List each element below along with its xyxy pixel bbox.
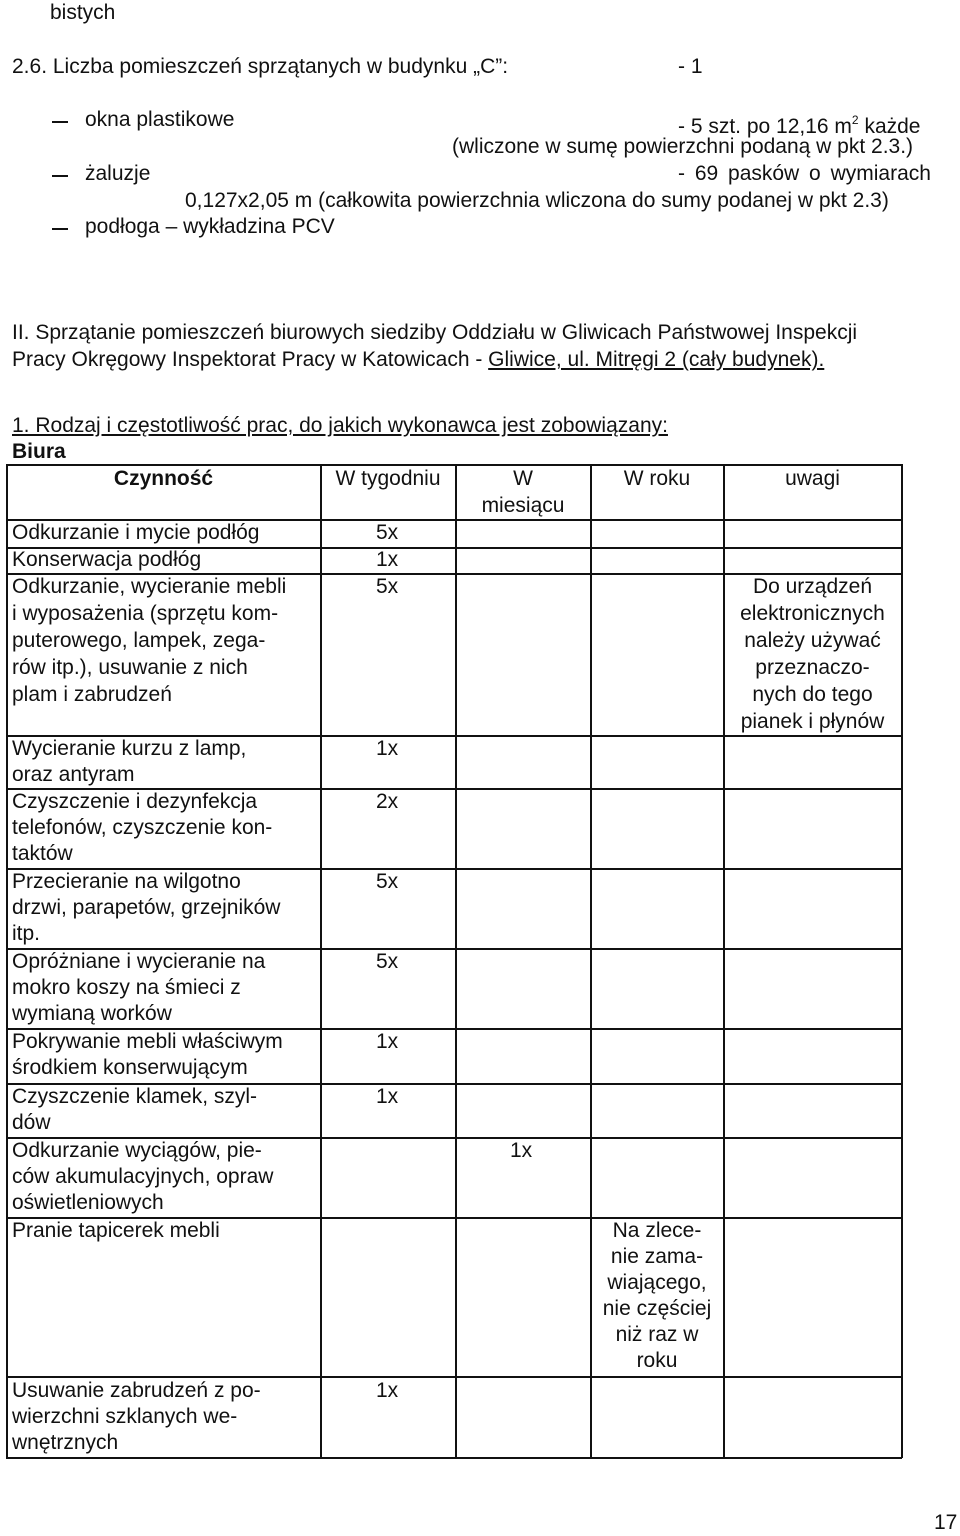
table-row-activity: telefonów, czyszczenie kon- xyxy=(12,816,273,839)
header-weekly: W tygodniu xyxy=(335,467,441,490)
table-row-activity: Wycieranie kurzu z lamp, xyxy=(12,737,247,760)
table-row-activity: środkiem konserwującym xyxy=(12,1056,248,1079)
table-row-activity: Czyszczenie klamek, szyl- xyxy=(12,1085,258,1108)
item-2-6-value: - 1 xyxy=(678,55,703,78)
table-row-weekly: 2x xyxy=(376,790,399,813)
table-row-activity: oświetleniowych xyxy=(12,1191,164,1214)
table-row-activity: i wyposażenia (sprzętu kom- xyxy=(12,602,279,625)
bullet-value: - 5 szt. po 12,16 $m^2$ każde xyxy=(678,113,921,138)
table-row-activity: mokro koszy na śmieci z xyxy=(12,976,241,999)
header-yearly: W roku xyxy=(623,467,691,490)
table-row-activity: wierzchni szklanych we- xyxy=(12,1405,238,1428)
item-2-6-label: 2.6. Liczba pomieszczeń sprzątanych w budynku „C”: xyxy=(12,55,509,78)
header-monthly-line1: W xyxy=(513,467,533,490)
bullet-dash xyxy=(52,175,68,177)
bullet-label: podłoga – wykładzina PCV xyxy=(85,215,335,238)
table-row-yearly: nie zama- xyxy=(610,1245,704,1268)
table-row-activity: Odkurzanie, wycieranie mebli xyxy=(12,575,287,598)
table-row-activity: dów xyxy=(12,1111,51,1134)
section-heading-line1: II. Sprzątanie pomieszczeń biurowych siedziby Oddziału w Gliwicach Państwowej Inspekcji xyxy=(12,321,858,344)
table-row-activity: Opróżniane i wycieranie na xyxy=(12,950,266,973)
section-heading-line2: Pracy Okręgowy Inspektorat Pracy w Katowicach - Gliwice, ul. Mitręgi 2 (cały budynek). xyxy=(12,348,825,371)
table-row-activity: ców akumulacyjnych, opraw xyxy=(12,1165,274,1188)
header-activity: Czynność xyxy=(113,467,214,490)
table-row-weekly: 5x xyxy=(376,870,399,893)
table-row-weekly: 5x xyxy=(376,521,399,544)
table-row-activity: Przecieranie na wilgotno xyxy=(12,870,241,893)
table-row-activity: Czyszczenie i dezynfekcja xyxy=(12,790,258,813)
category-label: Biura xyxy=(12,440,66,463)
bullet-label: żaluzje xyxy=(85,162,151,185)
table-row-note: nych do tego xyxy=(752,683,873,706)
continued-word: bistych xyxy=(50,1,116,24)
table-row-activity: Pranie tapicerek mebli xyxy=(12,1219,220,1242)
bullet-value-line2: (wliczone w sumę powierzchni podaną w pkt 2.3.) xyxy=(452,135,914,158)
table-row-weekly: 5x xyxy=(376,950,399,973)
table-row-weekly: 1x xyxy=(376,1030,399,1053)
table-row-note: pianek i płynów xyxy=(740,710,885,733)
table-row-weekly: 1x xyxy=(376,737,399,760)
table-row-yearly: niż raz w xyxy=(615,1323,699,1346)
page-number: 17 xyxy=(934,1511,958,1534)
table-row-yearly: wiającego, xyxy=(607,1271,707,1294)
table-row-activity: Odkurzanie wyciągów, pie- xyxy=(12,1139,262,1162)
table-row-activity: drzwi, parapetów, grzejników xyxy=(12,896,281,919)
bullet-label: okna plastikowe xyxy=(85,108,235,131)
table-row-weekly: 1x xyxy=(376,1379,399,1402)
table-row-activity: taktów xyxy=(12,842,73,865)
table-row-activity: rów itp.), usuwanie z nich xyxy=(12,656,248,679)
table-row-weekly: 1x xyxy=(376,1085,399,1108)
table-row-activity: plam i zabrudzeń xyxy=(12,683,172,706)
table-row-yearly: Na zlece- xyxy=(612,1219,702,1242)
table-row-activity: oraz antyram xyxy=(12,763,135,786)
table-row-note: należy używać xyxy=(744,629,881,652)
table-row-note: elektronicznych xyxy=(740,602,885,625)
bullet-dash xyxy=(52,121,68,123)
table-row-activity: Pokrywanie mebli właściwym xyxy=(12,1030,283,1053)
table-row-activity: Odkurzanie i mycie podłóg xyxy=(12,521,260,544)
table-row-activity: itp. xyxy=(12,922,41,945)
bullet-value-line2: 0,127x2,05 m (całkowita powierzchnia wliczona do sumy podanej w pkt 2.3) xyxy=(185,189,889,212)
subsection-heading: 1. Rodzaj i częstotliwość prac, do jakich wykonawca jest zobowiązany: xyxy=(12,414,668,437)
table-row-activity: wymianą worków xyxy=(12,1002,172,1025)
table-row-yearly: nie częściej xyxy=(602,1297,712,1320)
table-row-note: Do urządzeń xyxy=(752,575,873,598)
table-row-activity: wnętrznych xyxy=(12,1431,119,1454)
table-row-note: przeznaczo- xyxy=(755,656,870,679)
table-row-weekly: 5x xyxy=(376,575,399,598)
header-notes: uwagi xyxy=(785,467,840,490)
table-row-yearly: roku xyxy=(636,1349,678,1372)
table-row-activity: Usuwanie zabrudzeń z po- xyxy=(12,1379,261,1402)
table-row-monthly: 1x xyxy=(510,1139,533,1162)
bullet-dash xyxy=(52,228,68,230)
table-row-activity: puterowego, lampek, zega- xyxy=(12,629,266,652)
header-monthly-line2: miesiącu xyxy=(481,494,565,517)
table-row-activity: Konserwacja podłóg xyxy=(12,548,202,571)
bullet-value: - 69 pasków o wymiarach xyxy=(678,162,931,185)
table-row-weekly: 1x xyxy=(376,548,399,571)
